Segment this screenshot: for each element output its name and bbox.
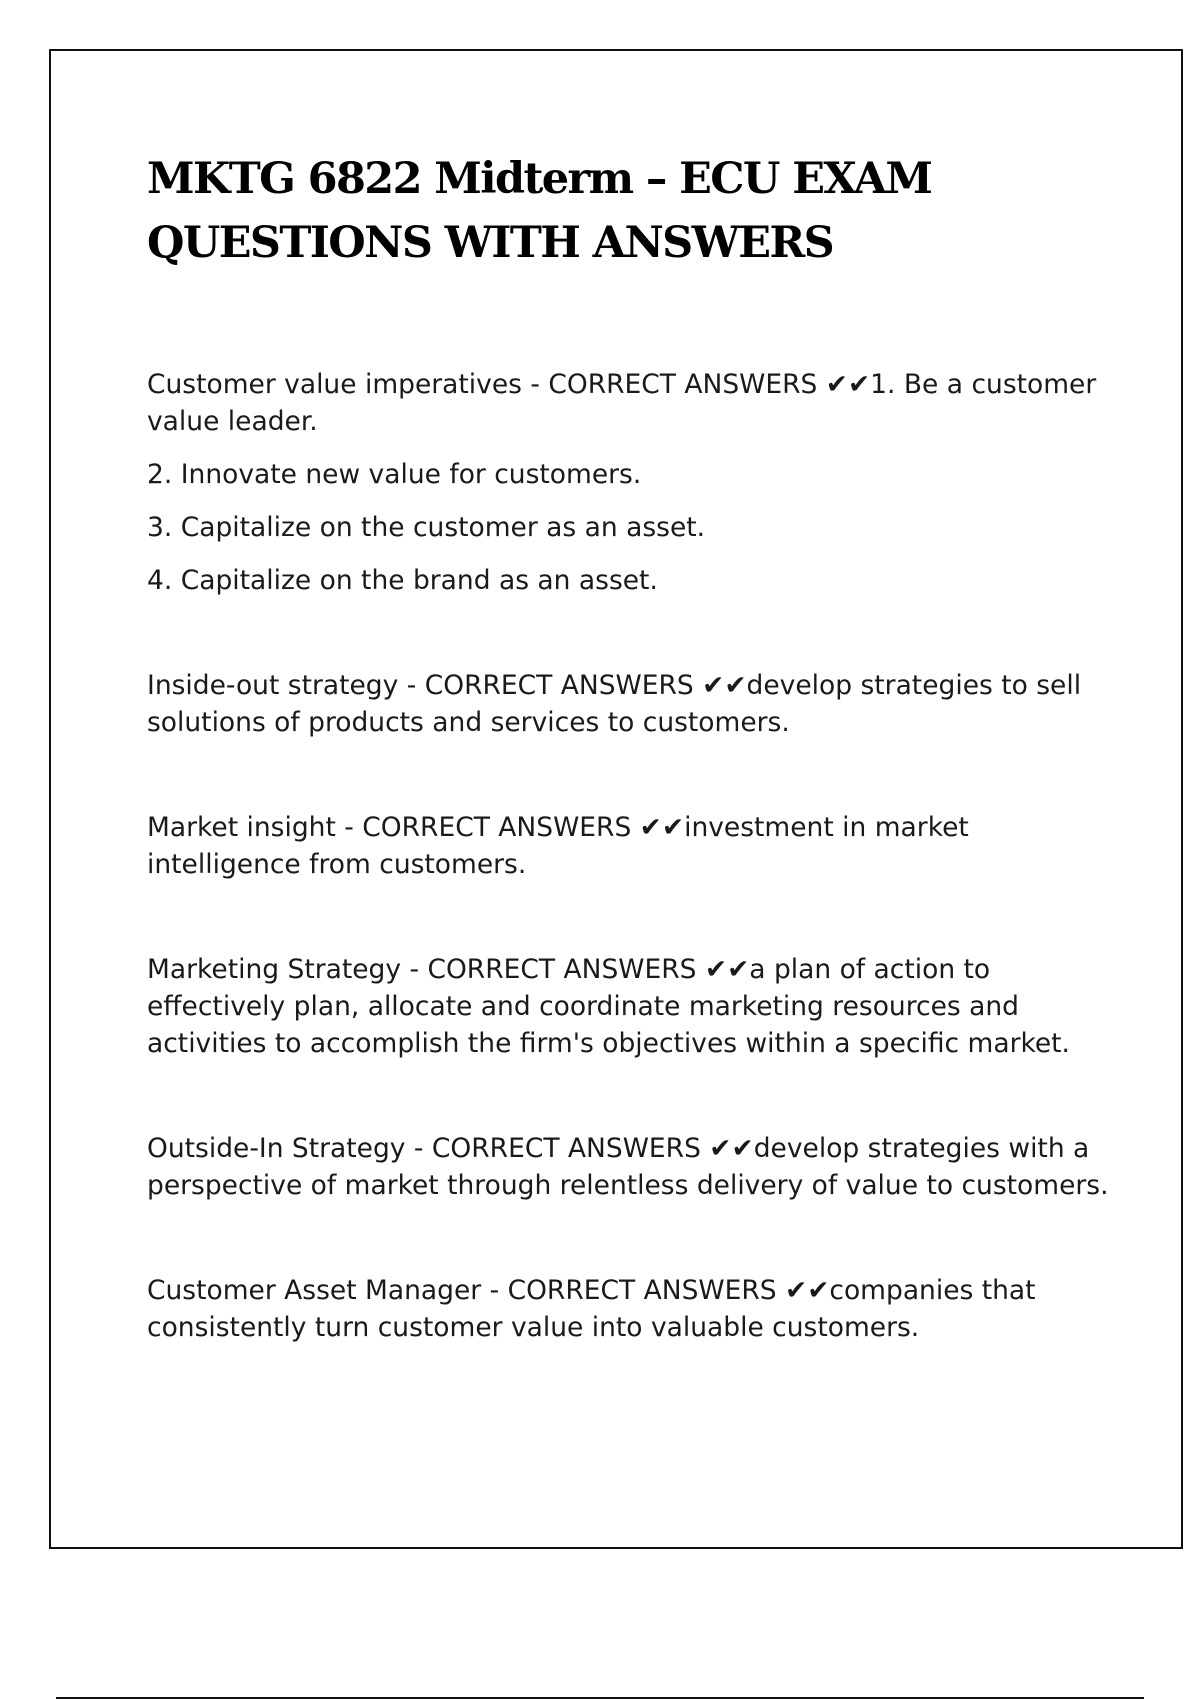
qa-entry-inside-out-strategy: Inside-out strategy - CORRECT ANSWERS ✔✔develop strategies to sell solutions of products and services to customers. bbox=[147, 670, 1082, 738]
qa-entry-list-item: 3. Capitalize on the customer as an asset. bbox=[147, 512, 706, 543]
qa-entry-customer-asset-manager: Customer Asset Manager - CORRECT ANSWERS ✔✔companies that consistently turn customer value into valuable customers. bbox=[147, 1275, 1036, 1343]
document-title: MKTG 6822 Midterm – ECU EXAM QUESTIONS WITH ANSWERS bbox=[147, 154, 932, 268]
page-frame bbox=[49, 49, 1183, 1549]
footer-divider bbox=[56, 1697, 1144, 1699]
qa-entry-customer-value-imperatives bbox=[147, 366, 1127, 599]
qa-entry-list-item: 4. Capitalize on the brand as an asset. bbox=[147, 565, 658, 596]
qa-entry-market-insight: Market insight - CORRECT ANSWERS ✔✔investment in market intelligence from customers. bbox=[147, 812, 969, 880]
qa-entries bbox=[147, 366, 1127, 1346]
qa-entry-text: Customer value imperatives - CORRECT ANSWERS ✔✔1. Be a customer value leader. bbox=[147, 369, 1097, 437]
qa-entry-list-item: 2. Innovate new value for customers. bbox=[147, 459, 642, 490]
qa-entry-marketing-strategy: Marketing Strategy - CORRECT ANSWERS ✔✔a plan of action to effectively plan, allocate and coordinate marketing resources and activities to accomplish the firm's objectives within a specific market. bbox=[147, 954, 1070, 1059]
qa-entry-outside-in-strategy: Outside-In Strategy - CORRECT ANSWERS ✔✔develop strategies with a perspective of market through relentless delivery of value to customers. bbox=[147, 1133, 1109, 1201]
